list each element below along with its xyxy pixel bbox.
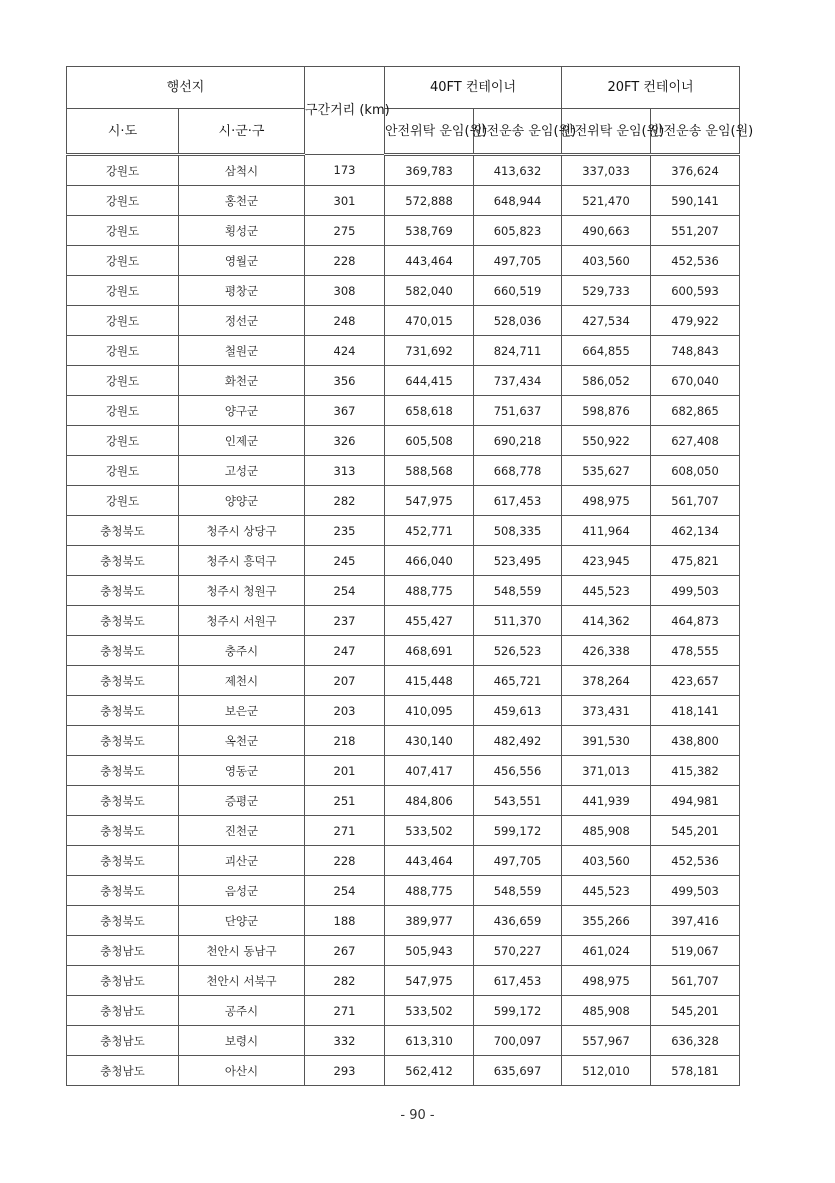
table-row xyxy=(67,155,740,186)
rate-20ft-trust-cell: 403,560 xyxy=(562,846,651,876)
sido-cell: 충청북도 xyxy=(67,906,179,936)
distance-cell: 275 xyxy=(305,216,385,246)
header-row-bottom xyxy=(67,109,740,155)
sigungu-cell: 청주시 흥덕구 xyxy=(179,546,305,576)
distance-cell: 235 xyxy=(305,516,385,546)
table-row xyxy=(67,846,740,876)
table-row xyxy=(67,336,740,366)
sido-cell: 충청북도 xyxy=(67,876,179,906)
sigungu-cell: 진천군 xyxy=(179,816,305,846)
table-row xyxy=(67,1026,740,1056)
rate-40ft-transport-cell: 548,559 xyxy=(474,576,562,606)
rate-20ft-transport-cell: 397,416 xyxy=(651,906,740,936)
rate-20ft-trust-cell: 391,530 xyxy=(562,726,651,756)
sido-cell: 충청북도 xyxy=(67,576,179,606)
sido-cell: 충청북도 xyxy=(67,816,179,846)
rate-40ft-transport-cell: 459,613 xyxy=(474,696,562,726)
header-sigungu: 시·군·구 xyxy=(179,109,305,155)
rate-40ft-trust-cell: 430,140 xyxy=(385,726,474,756)
table-row xyxy=(67,276,740,306)
header-20ft-container: 20FT 컨테이너 xyxy=(562,67,740,109)
header-row-top xyxy=(67,67,740,109)
rate-40ft-transport-cell: 617,453 xyxy=(474,966,562,996)
rate-40ft-trust-cell: 613,310 xyxy=(385,1026,474,1056)
table-row xyxy=(67,996,740,1026)
sido-cell: 강원도 xyxy=(67,216,179,246)
distance-cell: 207 xyxy=(305,666,385,696)
rate-40ft-trust-cell: 538,769 xyxy=(385,216,474,246)
rate-20ft-trust-cell: 411,964 xyxy=(562,516,651,546)
rate-40ft-trust-cell: 389,977 xyxy=(385,906,474,936)
rate-40ft-trust-cell: 658,618 xyxy=(385,396,474,426)
rate-20ft-transport-cell: 499,503 xyxy=(651,576,740,606)
sigungu-cell: 화천군 xyxy=(179,366,305,396)
sigungu-cell: 천안시 서북구 xyxy=(179,966,305,996)
rate-40ft-trust-cell: 644,415 xyxy=(385,366,474,396)
rate-40ft-transport-cell: 737,434 xyxy=(474,366,562,396)
distance-cell: 308 xyxy=(305,276,385,306)
table-row xyxy=(67,306,740,336)
sigungu-cell: 영동군 xyxy=(179,756,305,786)
distance-cell: 254 xyxy=(305,876,385,906)
sido-cell: 충청북도 xyxy=(67,516,179,546)
sido-cell: 충청북도 xyxy=(67,786,179,816)
rate-40ft-trust-cell: 588,568 xyxy=(385,456,474,486)
rate-20ft-trust-cell: 521,470 xyxy=(562,186,651,216)
sigungu-cell: 평창군 xyxy=(179,276,305,306)
rate-40ft-transport-cell: 528,036 xyxy=(474,306,562,336)
rate-40ft-transport-cell: 436,659 xyxy=(474,906,562,936)
rate-20ft-transport-cell: 561,707 xyxy=(651,486,740,516)
distance-cell: 271 xyxy=(305,996,385,1026)
sigungu-cell: 제천시 xyxy=(179,666,305,696)
table-row xyxy=(67,816,740,846)
sigungu-cell: 옥천군 xyxy=(179,726,305,756)
rate-20ft-trust-cell: 355,266 xyxy=(562,906,651,936)
table-row xyxy=(67,186,740,216)
rate-20ft-trust-cell: 423,945 xyxy=(562,546,651,576)
table-row xyxy=(67,936,740,966)
sido-cell: 충청북도 xyxy=(67,756,179,786)
rate-20ft-transport-cell: 561,707 xyxy=(651,966,740,996)
rate-40ft-transport-cell: 700,097 xyxy=(474,1026,562,1056)
rate-20ft-trust-cell: 598,876 xyxy=(562,396,651,426)
rate-20ft-transport-cell: 475,821 xyxy=(651,546,740,576)
distance-cell: 247 xyxy=(305,636,385,666)
rate-20ft-trust-cell: 498,975 xyxy=(562,486,651,516)
rate-20ft-trust-cell: 373,431 xyxy=(562,696,651,726)
rate-40ft-transport-cell: 482,492 xyxy=(474,726,562,756)
rate-20ft-transport-cell: 748,843 xyxy=(651,336,740,366)
sigungu-cell: 양구군 xyxy=(179,396,305,426)
sigungu-cell: 단양군 xyxy=(179,906,305,936)
sido-cell: 충청남도 xyxy=(67,1056,179,1086)
rate-40ft-transport-cell: 511,370 xyxy=(474,606,562,636)
sido-cell: 충청북도 xyxy=(67,846,179,876)
distance-cell: 271 xyxy=(305,816,385,846)
table-body xyxy=(67,155,740,1086)
rate-40ft-transport-cell: 523,495 xyxy=(474,546,562,576)
rate-20ft-transport-cell: 494,981 xyxy=(651,786,740,816)
distance-cell: 188 xyxy=(305,906,385,936)
header-sido: 시·도 xyxy=(67,109,179,155)
rate-20ft-trust-cell: 550,922 xyxy=(562,426,651,456)
sigungu-cell: 양양군 xyxy=(179,486,305,516)
distance-cell: 237 xyxy=(305,606,385,636)
rate-20ft-transport-cell: 600,593 xyxy=(651,276,740,306)
rate-20ft-trust-cell: 461,024 xyxy=(562,936,651,966)
rate-40ft-trust-cell: 488,775 xyxy=(385,576,474,606)
sigungu-cell: 괴산군 xyxy=(179,846,305,876)
rate-20ft-trust-cell: 337,033 xyxy=(562,155,651,186)
sido-cell: 충청북도 xyxy=(67,726,179,756)
sido-cell: 충청남도 xyxy=(67,966,179,996)
rate-40ft-transport-cell: 456,556 xyxy=(474,756,562,786)
distance-cell: 282 xyxy=(305,486,385,516)
rate-20ft-trust-cell: 557,967 xyxy=(562,1026,651,1056)
sigungu-cell: 영월군 xyxy=(179,246,305,276)
rate-20ft-transport-cell: 452,536 xyxy=(651,846,740,876)
rate-40ft-transport-cell: 660,519 xyxy=(474,276,562,306)
table-row xyxy=(67,516,740,546)
rate-20ft-transport-cell: 438,800 xyxy=(651,726,740,756)
sigungu-cell: 보은군 xyxy=(179,696,305,726)
rate-40ft-trust-cell: 470,015 xyxy=(385,306,474,336)
table-row xyxy=(67,726,740,756)
rate-40ft-trust-cell: 731,692 xyxy=(385,336,474,366)
sido-cell: 강원도 xyxy=(67,426,179,456)
sigungu-cell: 음성군 xyxy=(179,876,305,906)
table-row xyxy=(67,786,740,816)
sido-cell: 충청북도 xyxy=(67,606,179,636)
distance-cell: 424 xyxy=(305,336,385,366)
rate-40ft-transport-cell: 599,172 xyxy=(474,996,562,1026)
rate-20ft-trust-cell: 426,338 xyxy=(562,636,651,666)
freight-rate-table xyxy=(66,66,754,1086)
rate-20ft-transport-cell: 462,134 xyxy=(651,516,740,546)
sigungu-cell: 충주시 xyxy=(179,636,305,666)
rate-40ft-transport-cell: 508,335 xyxy=(474,516,562,546)
rate-40ft-transport-cell: 668,778 xyxy=(474,456,562,486)
sido-cell: 강원도 xyxy=(67,486,179,516)
sigungu-cell: 정선군 xyxy=(179,306,305,336)
rate-40ft-trust-cell: 443,464 xyxy=(385,846,474,876)
sido-cell: 충청남도 xyxy=(67,1026,179,1056)
table-row xyxy=(67,426,740,456)
rate-40ft-transport-cell: 648,944 xyxy=(474,186,562,216)
header-40ft-container: 40FT 컨테이너 xyxy=(385,67,562,109)
rate-20ft-transport-cell: 418,141 xyxy=(651,696,740,726)
table-row xyxy=(67,546,740,576)
rate-20ft-transport-cell: 376,624 xyxy=(651,155,740,186)
rate-20ft-trust-cell: 485,908 xyxy=(562,816,651,846)
rate-40ft-trust-cell: 547,975 xyxy=(385,486,474,516)
rate-20ft-trust-cell: 664,855 xyxy=(562,336,651,366)
table-row xyxy=(67,486,740,516)
rate-20ft-transport-cell: 636,328 xyxy=(651,1026,740,1056)
distance-cell: 245 xyxy=(305,546,385,576)
sido-cell: 강원도 xyxy=(67,336,179,366)
sigungu-cell: 청주시 서원구 xyxy=(179,606,305,636)
rate-20ft-trust-cell: 414,362 xyxy=(562,606,651,636)
rate-40ft-trust-cell: 605,508 xyxy=(385,426,474,456)
sigungu-cell: 청주시 청원구 xyxy=(179,576,305,606)
distance-cell: 228 xyxy=(305,246,385,276)
table-row xyxy=(67,1056,740,1086)
rate-20ft-trust-cell: 441,939 xyxy=(562,786,651,816)
distance-cell: 332 xyxy=(305,1026,385,1056)
rate-20ft-transport-cell: 590,141 xyxy=(651,186,740,216)
rate-40ft-transport-cell: 497,705 xyxy=(474,246,562,276)
rate-40ft-trust-cell: 488,775 xyxy=(385,876,474,906)
rate-40ft-transport-cell: 543,551 xyxy=(474,786,562,816)
distance-cell: 218 xyxy=(305,726,385,756)
header-40ft-trust-rate: 안전위탁 운임(원) xyxy=(385,109,474,155)
rate-20ft-trust-cell: 490,663 xyxy=(562,216,651,246)
rate-40ft-trust-cell: 505,943 xyxy=(385,936,474,966)
rate-20ft-transport-cell: 682,865 xyxy=(651,396,740,426)
rate-40ft-transport-cell: 570,227 xyxy=(474,936,562,966)
sido-cell: 충청북도 xyxy=(67,666,179,696)
sido-cell: 강원도 xyxy=(67,306,179,336)
sigungu-cell: 천안시 동남구 xyxy=(179,936,305,966)
rate-40ft-trust-cell: 582,040 xyxy=(385,276,474,306)
sigungu-cell: 증평군 xyxy=(179,786,305,816)
distance-cell: 248 xyxy=(305,306,385,336)
sido-cell: 강원도 xyxy=(67,186,179,216)
rate-40ft-transport-cell: 497,705 xyxy=(474,846,562,876)
distance-cell: 267 xyxy=(305,936,385,966)
rate-40ft-transport-cell: 617,453 xyxy=(474,486,562,516)
sido-cell: 강원도 xyxy=(67,396,179,426)
sido-cell: 강원도 xyxy=(67,366,179,396)
rate-20ft-trust-cell: 403,560 xyxy=(562,246,651,276)
distance-cell: 313 xyxy=(305,456,385,486)
rate-40ft-trust-cell: 466,040 xyxy=(385,546,474,576)
sido-cell: 충청남도 xyxy=(67,936,179,966)
rate-40ft-transport-cell: 751,637 xyxy=(474,396,562,426)
sido-cell: 강원도 xyxy=(67,276,179,306)
distance-cell: 203 xyxy=(305,696,385,726)
table-row xyxy=(67,216,740,246)
distance-cell: 173 xyxy=(305,155,385,186)
sido-cell: 충청남도 xyxy=(67,996,179,1026)
table-row xyxy=(67,966,740,996)
sigungu-cell: 철원군 xyxy=(179,336,305,366)
sido-cell: 강원도 xyxy=(67,456,179,486)
header-destination: 행선지 xyxy=(67,67,305,109)
table-row xyxy=(67,906,740,936)
distance-cell: 356 xyxy=(305,366,385,396)
distance-cell: 282 xyxy=(305,966,385,996)
header-40ft-transport-rate: 안전운송 운임(원) xyxy=(474,109,562,155)
rate-20ft-transport-cell: 551,207 xyxy=(651,216,740,246)
rate-20ft-trust-cell: 512,010 xyxy=(562,1056,651,1086)
rate-20ft-trust-cell: 378,264 xyxy=(562,666,651,696)
distance-cell: 326 xyxy=(305,426,385,456)
rate-20ft-transport-cell: 545,201 xyxy=(651,816,740,846)
sigungu-cell: 삼척시 xyxy=(179,155,305,186)
sigungu-cell: 인제군 xyxy=(179,426,305,456)
sido-cell: 강원도 xyxy=(67,246,179,276)
rate-20ft-trust-cell: 445,523 xyxy=(562,876,651,906)
rate-40ft-trust-cell: 443,464 xyxy=(385,246,474,276)
sigungu-cell: 청주시 상당구 xyxy=(179,516,305,546)
sigungu-cell: 횡성군 xyxy=(179,216,305,246)
rate-40ft-transport-cell: 548,559 xyxy=(474,876,562,906)
table-row xyxy=(67,876,740,906)
distance-cell: 201 xyxy=(305,756,385,786)
sigungu-cell: 공주시 xyxy=(179,996,305,1026)
rate-20ft-trust-cell: 535,627 xyxy=(562,456,651,486)
rate-40ft-trust-cell: 452,771 xyxy=(385,516,474,546)
rate-20ft-transport-cell: 519,067 xyxy=(651,936,740,966)
table-row xyxy=(67,366,740,396)
rate-40ft-transport-cell: 526,523 xyxy=(474,636,562,666)
rate-20ft-trust-cell: 485,908 xyxy=(562,996,651,1026)
rate-40ft-trust-cell: 410,095 xyxy=(385,696,474,726)
rate-40ft-trust-cell: 484,806 xyxy=(385,786,474,816)
rate-40ft-trust-cell: 572,888 xyxy=(385,186,474,216)
rate-40ft-trust-cell: 547,975 xyxy=(385,966,474,996)
rate-20ft-transport-cell: 479,922 xyxy=(651,306,740,336)
rate-20ft-trust-cell: 586,052 xyxy=(562,366,651,396)
table-row xyxy=(67,456,740,486)
header-distance: 구간거리 (km) xyxy=(305,67,385,155)
rate-40ft-transport-cell: 690,218 xyxy=(474,426,562,456)
rate-40ft-transport-cell: 605,823 xyxy=(474,216,562,246)
rate-20ft-transport-cell: 578,181 xyxy=(651,1056,740,1086)
rate-40ft-transport-cell: 824,711 xyxy=(474,336,562,366)
rate-20ft-transport-cell: 464,873 xyxy=(651,606,740,636)
sigungu-cell: 고성군 xyxy=(179,456,305,486)
distance-cell: 251 xyxy=(305,786,385,816)
rate-40ft-transport-cell: 413,632 xyxy=(474,155,562,186)
rate-40ft-trust-cell: 407,417 xyxy=(385,756,474,786)
table-row xyxy=(67,666,740,696)
distance-cell: 254 xyxy=(305,576,385,606)
sido-cell: 강원도 xyxy=(67,155,179,186)
page-number: - 90 - xyxy=(400,1108,435,1123)
rate-20ft-transport-cell: 423,657 xyxy=(651,666,740,696)
table-row xyxy=(67,606,740,636)
rate-40ft-trust-cell: 468,691 xyxy=(385,636,474,666)
rate-20ft-trust-cell: 371,013 xyxy=(562,756,651,786)
distance-cell: 293 xyxy=(305,1056,385,1086)
sido-cell: 충청북도 xyxy=(67,546,179,576)
rate-20ft-transport-cell: 670,040 xyxy=(651,366,740,396)
rate-20ft-transport-cell: 608,050 xyxy=(651,456,740,486)
rate-20ft-trust-cell: 445,523 xyxy=(562,576,651,606)
rate-40ft-trust-cell: 415,448 xyxy=(385,666,474,696)
rate-20ft-transport-cell: 478,555 xyxy=(651,636,740,666)
rate-20ft-transport-cell: 499,503 xyxy=(651,876,740,906)
rate-20ft-transport-cell: 545,201 xyxy=(651,996,740,1026)
table-row xyxy=(67,246,740,276)
rate-40ft-transport-cell: 635,697 xyxy=(474,1056,562,1086)
rate-40ft-transport-cell: 465,721 xyxy=(474,666,562,696)
sigungu-cell: 보령시 xyxy=(179,1026,305,1056)
table-row xyxy=(67,636,740,666)
distance-cell: 228 xyxy=(305,846,385,876)
distance-cell: 301 xyxy=(305,186,385,216)
rate-20ft-trust-cell: 427,534 xyxy=(562,306,651,336)
rate-40ft-transport-cell: 599,172 xyxy=(474,816,562,846)
sigungu-cell: 홍천군 xyxy=(179,186,305,216)
rate-40ft-trust-cell: 455,427 xyxy=(385,606,474,636)
rate-40ft-trust-cell: 562,412 xyxy=(385,1056,474,1086)
rate-40ft-trust-cell: 533,502 xyxy=(385,996,474,1026)
table-row xyxy=(67,756,740,786)
distance-cell: 367 xyxy=(305,396,385,426)
rate-20ft-trust-cell: 529,733 xyxy=(562,276,651,306)
sigungu-cell: 아산시 xyxy=(179,1056,305,1086)
table-row xyxy=(67,396,740,426)
rate-20ft-transport-cell: 415,382 xyxy=(651,756,740,786)
sido-cell: 충청북도 xyxy=(67,696,179,726)
rate-20ft-trust-cell: 498,975 xyxy=(562,966,651,996)
rate-20ft-transport-cell: 627,408 xyxy=(651,426,740,456)
header-20ft-trust-rate: 안전위탁 운임(원) xyxy=(562,109,651,155)
rate-40ft-trust-cell: 533,502 xyxy=(385,816,474,846)
table-row xyxy=(67,576,740,606)
sido-cell: 충청북도 xyxy=(67,636,179,666)
rate-20ft-transport-cell: 452,536 xyxy=(651,246,740,276)
table-row xyxy=(67,696,740,726)
rate-40ft-trust-cell: 369,783 xyxy=(385,155,474,186)
header-20ft-transport-rate: 안전운송 운임(원) xyxy=(651,109,740,155)
